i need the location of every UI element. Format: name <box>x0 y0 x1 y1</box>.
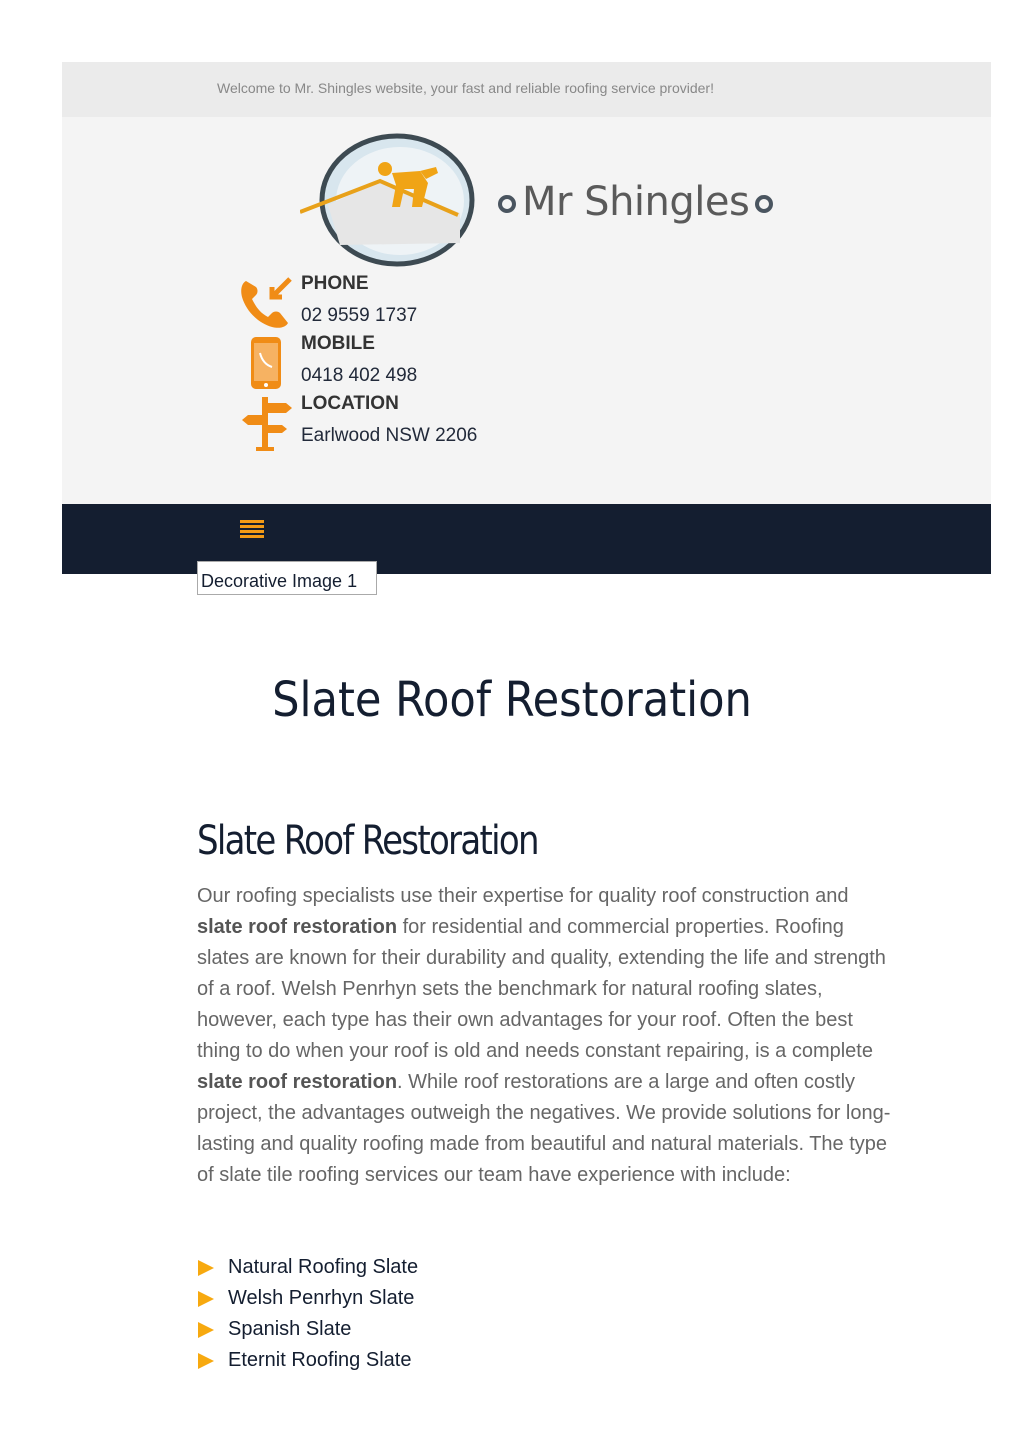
body-bold-text: slate roof restoration <box>197 1071 398 1093</box>
brand-dot-icon <box>498 195 516 213</box>
body-text: for residential and commercial properties. Roofing slates are known for their durability and quality, extending the life and strength of a roof. Welsh Penrhyn sets the benchmark for natural roofing slates, however, each type has their own advantages for your roof. Often the best thing to do when your roof is old and needs constant repairing, is a complete <box>197 916 886 1062</box>
bullet-arrow-icon <box>198 1260 214 1276</box>
decorative-image-placeholder: Decorative Image 1 <box>197 561 377 595</box>
hamburger-menu-icon[interactable] <box>240 520 264 540</box>
section-heading: Slate Roof Restoration <box>197 818 538 864</box>
page-title: Slate Roof Restoration <box>272 672 752 728</box>
brand-wordmark[interactable] <box>492 179 779 225</box>
site-logo[interactable] <box>300 133 480 271</box>
list-item <box>197 1252 418 1283</box>
welcome-bar <box>62 62 991 117</box>
list-item-label: Spanish Slate <box>228 1318 352 1340</box>
list-item <box>197 1283 418 1314</box>
section-body <box>197 881 897 1191</box>
bullet-arrow-icon <box>198 1322 214 1338</box>
brand-name: Mr Shingles <box>522 179 750 225</box>
list-item <box>197 1345 418 1376</box>
phone-number[interactable]: 02 9559 1737 <box>301 305 418 326</box>
bullet-arrow-icon <box>198 1291 214 1307</box>
mobile-phone-icon <box>240 335 296 391</box>
body-bold-text: slate roof restoration <box>197 916 398 938</box>
phone-icon <box>240 275 296 331</box>
body-text: Our roofing specialists use their expertise for quality roof construction and <box>197 885 849 907</box>
mobile-label: MOBILE <box>301 333 375 354</box>
slate-types-list <box>197 1252 418 1376</box>
site-header <box>62 117 991 504</box>
signpost-icon <box>240 395 296 451</box>
list-item <box>197 1314 418 1345</box>
location-value: Earlwood NSW 2206 <box>301 425 478 446</box>
site-frame <box>62 62 991 574</box>
bullet-arrow-icon <box>198 1353 214 1369</box>
list-item-label: Welsh Penrhyn Slate <box>228 1287 415 1309</box>
mobile-number[interactable]: 0418 402 498 <box>301 365 418 386</box>
body-text: . While roof restorations are a large and often costly project, the advantages outweigh the negatives. We provide solutions for long-lasting and quality roofing made from beautiful and natural materials. The type of slate tile roofing services our team have experience with include: <box>197 1071 891 1186</box>
phone-label: PHONE <box>301 273 369 294</box>
roofer-logo-icon <box>300 133 480 267</box>
brand-dot-icon <box>755 195 773 213</box>
list-item-label: Natural Roofing Slate <box>228 1256 419 1278</box>
location-label: LOCATION <box>301 393 399 414</box>
list-item-label: Eternit Roofing Slate <box>228 1349 412 1371</box>
welcome-text: Welcome to Mr. Shingles website, your fast and reliable roofing service provider! <box>217 80 714 96</box>
